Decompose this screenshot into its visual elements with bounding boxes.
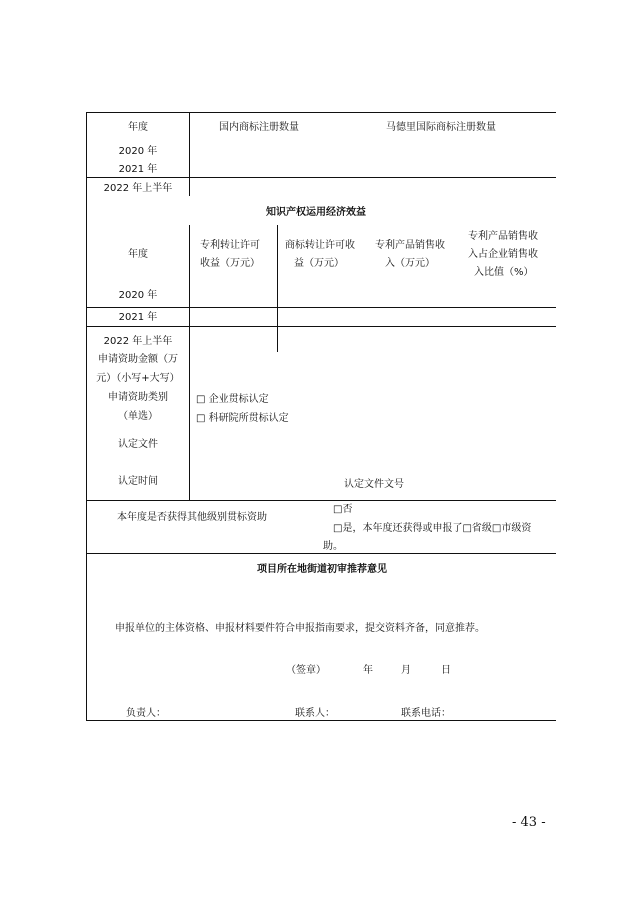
phone-label: 联系电话： — [401, 708, 451, 719]
year-header: 年度 — [128, 249, 148, 260]
review-title: 项目所在地街道初审推荐意见 — [257, 564, 387, 575]
col-header: 入占企业销售收 — [468, 249, 538, 260]
category-label: 申请资助类别 — [108, 392, 168, 403]
doc-label: 认定文件 — [118, 439, 158, 450]
col-header: 入（万元） — [385, 258, 435, 269]
year-label: 2020 年 — [118, 146, 158, 157]
table-border — [189, 112, 190, 196]
col-header: 专利产品销售收 — [468, 231, 538, 242]
page-number: - 43 - — [512, 815, 546, 830]
doc-no-label: 认定文件文号 — [344, 479, 404, 490]
col-header: 收益（万元） — [200, 258, 260, 269]
funding-yes-cont: 助。 — [323, 541, 343, 552]
other-funding-label: 本年度是否获得其他级别贯标资助 — [117, 512, 267, 523]
col-header: 专利产品销售收 — [375, 240, 445, 251]
leader-label: 负责人： — [126, 708, 166, 719]
madrid-trademark-header: 马德里国际商标注册数量 — [386, 122, 496, 133]
col-header: 入比值（%） — [474, 267, 534, 278]
table-border — [277, 225, 278, 352]
ip-benefit-title: 知识产权运用经济效益 — [266, 207, 366, 218]
year-label: 2021 年 — [118, 312, 158, 323]
table-border — [86, 307, 556, 308]
domestic-trademark-header: 国内商标注册数量 — [219, 122, 299, 133]
table-border — [86, 326, 556, 327]
contact-label: 联系人： — [295, 708, 335, 719]
amount-label: 元）（小写+大写） — [96, 373, 180, 384]
table-border — [189, 225, 190, 500]
table-border — [86, 720, 556, 721]
table-border — [86, 553, 556, 554]
table-border — [86, 112, 556, 113]
table-border — [86, 500, 556, 501]
col-header: 益（万元） — [294, 258, 344, 269]
day-field: 日 — [441, 665, 451, 676]
amount-label: 申请资助金额（万 — [98, 354, 178, 365]
year-label: 2022 年上半年 — [103, 336, 173, 347]
year-field: 年 — [363, 665, 373, 676]
review-statement: 申报单位的主体资格、申报材料要件符合申报指南要求，提交资料齐备，同意推荐。 — [115, 623, 485, 634]
option-institute-checkbox[interactable]: □ 科研院所贯标认定 — [196, 413, 289, 424]
funding-no-checkbox[interactable]: □否 — [333, 504, 353, 515]
month-field: 月 — [401, 665, 411, 676]
table-border — [86, 177, 556, 178]
funding-yes-checkbox[interactable]: □是，本年度还获得或申报了□省级□市级资 — [333, 523, 532, 534]
time-label: 认定时间 — [118, 476, 158, 487]
category-label: （单选） — [118, 411, 158, 422]
year-label: 2020 年 — [118, 290, 158, 301]
year-header: 年度 — [128, 122, 148, 133]
seal-label: （签章） — [286, 665, 326, 676]
col-header: 专利转让许可 — [200, 240, 260, 251]
year-label: 2021 年 — [118, 164, 158, 175]
year-label: 2022 年上半年 — [103, 183, 173, 194]
option-enterprise-checkbox[interactable]: □ 企业贯标认定 — [196, 394, 269, 405]
col-header: 商标转让许可收 — [285, 240, 355, 251]
